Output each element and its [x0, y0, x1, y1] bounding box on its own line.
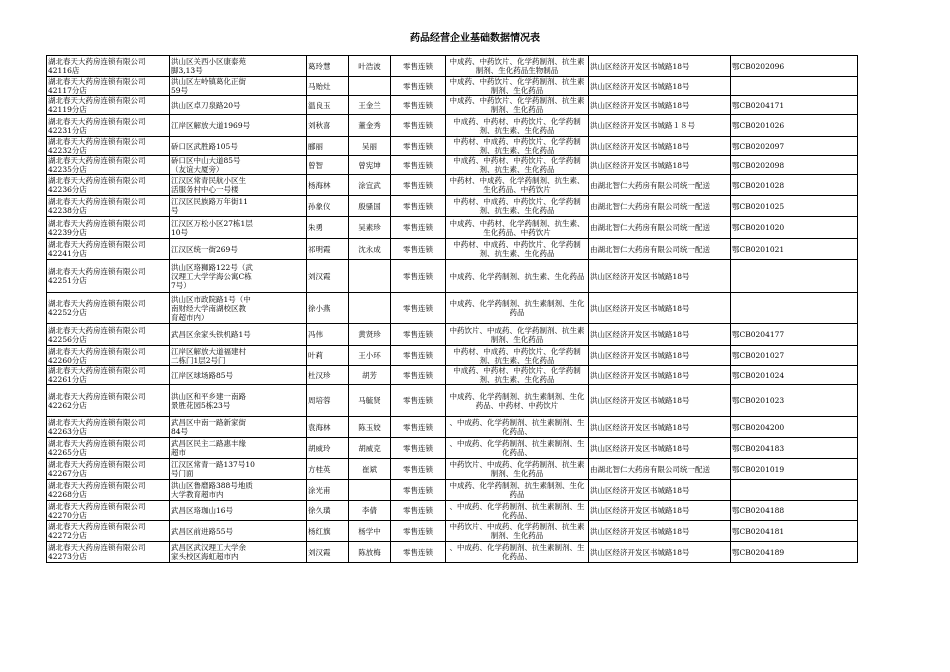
warehouse-cell: 由湖北智仁大药房有限公司统一配送 — [589, 239, 731, 260]
scope-cell: 中成药、化学药制剂、抗生素制剂、生化药品、中药材、中药饮片 — [446, 385, 589, 417]
store-name-cell: 湖北春天大药房连锁有限公司 42241分店 — [47, 239, 170, 260]
scope-cell: 、中成药、化学药制剂、抗生素制剂、生化药品、 — [446, 438, 589, 459]
legal-rep-cell: 徐久璜 — [307, 501, 349, 521]
address-cell: 江汉区常青一路137号10 号门面 — [170, 459, 307, 480]
warehouse-cell: 洪山区经济开发区书城路18号 — [589, 137, 731, 156]
manager-cell: 涂宜武 — [349, 175, 391, 196]
license-cell: 鄂CB0204188 — [731, 501, 858, 521]
address-cell: 武昌区余家头铁机路1号 — [170, 324, 307, 346]
license-cell: 鄂CB0201027 — [731, 346, 858, 366]
warehouse-cell: 由湖北智仁大药房有限公司统一配送 — [589, 217, 731, 239]
legal-rep-cell: 杜汉珍 — [307, 366, 349, 385]
manager-cell: 吴素珍 — [349, 217, 391, 239]
scope-cell: 中药材、中成药、中药饮片、化学药制剂、抗生素、生化药品 — [446, 346, 589, 366]
business-type-cell: 零售连锁 — [391, 115, 446, 137]
table-row — [47, 217, 858, 239]
license-cell: 鄂CB0202097 — [731, 137, 858, 156]
store-name-cell: 湖北春天大药房连锁有限公司 42238分店 — [47, 196, 170, 217]
license-cell: 鄂CB0204171 — [731, 96, 858, 115]
manager-cell: 陈玉姣 — [349, 417, 391, 438]
scope-cell: 中药饮片、中成药、化学药制剂、抗生素制剂、生化药品 — [446, 459, 589, 480]
address-cell: 武昌区前进路55号 — [170, 521, 307, 542]
manager-cell — [349, 480, 391, 501]
legal-rep-cell: 袁海林 — [307, 417, 349, 438]
manager-cell: 胡芳 — [349, 366, 391, 385]
scope-cell: 中成药、化学药制剂、抗生素制剂、生化药品 — [446, 480, 589, 501]
store-name-cell: 湖北春天大药房连锁有限公司 42261分店 — [47, 366, 170, 385]
manager-cell: 沈永成 — [349, 239, 391, 260]
warehouse-cell: 洪山区经济开发区书城路18号 — [589, 77, 731, 96]
address-cell: 洪山区市政院路1号（中 南财经大学南湖校区教 育超市内） — [170, 293, 307, 324]
address-cell: 洪山区鲁磨路388号地质 大学教育超市内 — [170, 480, 307, 501]
business-type-cell: 零售连锁 — [391, 417, 446, 438]
store-name-cell: 湖北春天大药房连锁有限公司 42267分店 — [47, 459, 170, 480]
business-type-cell: 零售连锁 — [391, 260, 446, 293]
warehouse-cell: 洪山区经济开发区书城路18号 — [589, 501, 731, 521]
store-name-cell: 湖北春天大药房连锁有限公司 42260分店 — [47, 346, 170, 366]
legal-rep-cell: 刘汉霞 — [307, 542, 349, 563]
address-cell: 洪山区左岭镇葛化正街 59号 — [170, 77, 307, 96]
license-cell: 鄂CB0204200 — [731, 417, 858, 438]
warehouse-cell: 洪山区经济开发区书城路18号 — [589, 293, 731, 324]
table-row — [47, 366, 858, 385]
store-name-cell: 湖北春天大药房连锁有限公司 42268分店 — [47, 480, 170, 501]
address-cell: 武昌区武汉理工大学余 家头校区海虹超市内 — [170, 542, 307, 563]
scope-cell: 中药材、中成药、中药饮片、化学药制剂、抗生素、生化药品 — [446, 196, 589, 217]
manager-cell: 黄贤珍 — [349, 324, 391, 346]
table-row — [47, 56, 858, 77]
table-row — [47, 293, 858, 324]
scope-cell: 中成药、化学药制剂、抗生素制剂、生化药品 — [446, 293, 589, 324]
warehouse-cell: 洪山区经济开发区书城路18号 — [589, 96, 731, 115]
table-row — [47, 438, 858, 459]
page-title: 药品经营企业基础数据情况表 — [410, 33, 540, 44]
table-row — [47, 385, 858, 417]
legal-rep-cell: 冯伟 — [307, 324, 349, 346]
warehouse-cell: 由湖北智仁大药房有限公司统一配送 — [589, 175, 731, 196]
legal-rep-cell: 方桂英 — [307, 459, 349, 480]
warehouse-cell: 洪山区经济开发区书城路18号 — [589, 480, 731, 501]
legal-rep-cell: 刘汉霞 — [307, 260, 349, 293]
address-cell: 硚口区武胜路105号 — [170, 137, 307, 156]
license-cell: 鄂CB0202098 — [731, 156, 858, 175]
table-row — [47, 77, 858, 96]
license-cell — [731, 480, 858, 501]
table-row — [47, 239, 858, 260]
legal-rep-cell: 涂光甫 — [307, 480, 349, 501]
license-cell: 鄂CB0204189 — [731, 542, 858, 563]
table-row — [47, 156, 858, 175]
manager-cell: 董金秀 — [349, 115, 391, 137]
table-row — [47, 96, 858, 115]
warehouse-cell: 洪山区经济开发区书城路18号 — [589, 385, 731, 417]
warehouse-cell: 由湖北智仁大药房有限公司统一配送 — [589, 459, 731, 480]
store-name-cell: 湖北春天大药房连锁有限公司 42231分店 — [47, 115, 170, 137]
table-row — [47, 480, 858, 501]
business-type-cell: 零售连锁 — [391, 459, 446, 480]
legal-rep-cell: 徐小燕 — [307, 293, 349, 324]
license-cell — [731, 77, 858, 96]
warehouse-cell: 洪山区经济开发区书城路18号 — [589, 156, 731, 175]
scope-cell: 中成药、中药材、中药饮片、化学药制剂、抗生素、生化药品 — [446, 366, 589, 385]
store-name-cell: 湖北春天大药房连锁有限公司 42252分店 — [47, 293, 170, 324]
manager-cell — [349, 77, 391, 96]
store-name-cell: 湖北春天大药房连锁有限公司 42236分店 — [47, 175, 170, 196]
business-type-cell: 零售连锁 — [391, 77, 446, 96]
address-cell: 江汉区万松小区27栋1层 10号 — [170, 217, 307, 239]
address-cell: 江岸区解放大道福建村 二栋门1层2号门 — [170, 346, 307, 366]
table-row — [47, 542, 858, 563]
warehouse-cell: 洪山区经济开发区书城路18号 — [589, 366, 731, 385]
legal-rep-cell: 杨红旗 — [307, 521, 349, 542]
license-cell: 鄂CB0204181 — [731, 521, 858, 542]
address-cell: 洪山区关西小区康泰苑 脚3,13号 — [170, 56, 307, 77]
warehouse-cell: 洪山区经济开发区书城路18号 — [589, 417, 731, 438]
business-type-cell: 零售连锁 — [391, 366, 446, 385]
table-row — [47, 196, 858, 217]
legal-rep-cell: 胡威玲 — [307, 438, 349, 459]
business-type-cell: 零售连锁 — [391, 96, 446, 115]
scope-cell: 、中成药、化学药制剂、抗生素制剂、生化药品、 — [446, 417, 589, 438]
legal-rep-cell: 叶莉 — [307, 346, 349, 366]
legal-rep-cell: 马贻灶 — [307, 77, 349, 96]
table-row — [47, 115, 858, 137]
business-type-cell: 零售连锁 — [391, 438, 446, 459]
store-name-cell: 湖北春天大药房连锁有限公司 42262分店 — [47, 385, 170, 417]
manager-cell — [349, 293, 391, 324]
scope-cell: 中药材、中成药、化学药制剂、抗生素、生化药品、中药饮片 — [446, 175, 589, 196]
legal-rep-cell: 温良玉 — [307, 96, 349, 115]
scope-cell: 中成药、中药饮片、化学药制剂、抗生素制剂、生化药品 — [446, 96, 589, 115]
license-cell: 鄂CB0201025 — [731, 196, 858, 217]
manager-cell: 殷骚国 — [349, 196, 391, 217]
legal-rep-cell: 周培蓉 — [307, 385, 349, 417]
legal-rep-cell: 郦丽 — [307, 137, 349, 156]
store-name-cell: 湖北春天大药房连锁有限公司 42256分店 — [47, 324, 170, 346]
warehouse-cell: 由湖北智仁大药房有限公司统一配送 — [589, 196, 731, 217]
manager-cell: 王金兰 — [349, 96, 391, 115]
store-name-cell: 湖北春天大药房连锁有限公司 42235分店 — [47, 156, 170, 175]
business-type-cell: 零售连锁 — [391, 521, 446, 542]
scope-cell: 中药饮片、中成药、化学药制剂、抗生素制剂、生化药品 — [446, 324, 589, 346]
manager-cell: 吴丽 — [349, 137, 391, 156]
address-cell: 江汉区统一街269号 — [170, 239, 307, 260]
table-row — [47, 417, 858, 438]
manager-cell: 李倩 — [349, 501, 391, 521]
address-cell: 洪山区和平乡建一南路 景胜花园5栋23号 — [170, 385, 307, 417]
business-type-cell: 零售连锁 — [391, 217, 446, 239]
license-cell: 鄂CB0202096 — [731, 56, 858, 77]
business-type-cell: 零售连锁 — [391, 156, 446, 175]
table-row — [47, 521, 858, 542]
business-type-cell: 零售连锁 — [391, 324, 446, 346]
store-name-cell: 湖北春天大药房连锁有限公司 42239分店 — [47, 217, 170, 239]
table-row — [47, 501, 858, 521]
table-row — [47, 324, 858, 346]
address-cell: 武昌区中南一路新家街 84号 — [170, 417, 307, 438]
business-type-cell: 零售连锁 — [391, 56, 446, 77]
manager-cell: 陈放梅 — [349, 542, 391, 563]
license-cell: 鄂CB0201020 — [731, 217, 858, 239]
manager-cell: 叶浩波 — [349, 56, 391, 77]
manager-cell — [349, 260, 391, 293]
business-type-cell: 零售连锁 — [391, 175, 446, 196]
warehouse-cell: 洪山区经济开发区书城路18号 — [589, 324, 731, 346]
store-name-cell: 湖北春天大药房连锁有限公司 42263分店 — [47, 417, 170, 438]
address-cell: 江岸区解放大道1969号 — [170, 115, 307, 137]
business-type-cell: 零售连锁 — [391, 137, 446, 156]
table-body — [47, 56, 858, 563]
scope-cell: 、中成药、化学药制剂、抗生素制剂、生化药品、 — [446, 542, 589, 563]
business-type-cell: 零售连锁 — [391, 385, 446, 417]
address-cell: 江汉区常青民航小区生 活服务村中心一号楼 — [170, 175, 307, 196]
address-cell: 武昌区珞珈山16号 — [170, 501, 307, 521]
scope-cell: 中药饮片、中成药、化学药制剂、抗生素制剂、生化药品 — [446, 521, 589, 542]
business-type-cell: 零售连锁 — [391, 293, 446, 324]
scope-cell: 、中成药、化学药制剂、抗生素制剂、生化药品、 — [446, 501, 589, 521]
store-name-cell: 湖北春天大药房连锁有限公司 42265分店 — [47, 438, 170, 459]
store-name-cell: 湖北春天大药房连锁有限公司 42116店 — [47, 56, 170, 77]
store-name-cell: 湖北春天大药房连锁有限公司 42273分店 — [47, 542, 170, 563]
warehouse-cell: 洪山区经济开发区书城路18号 — [589, 438, 731, 459]
address-cell: 洪山区卓刀泉路20号 — [170, 96, 307, 115]
license-cell: 鄂CB0201019 — [731, 459, 858, 480]
business-type-cell: 零售连锁 — [391, 346, 446, 366]
table-row — [47, 346, 858, 366]
manager-cell: 王小环 — [349, 346, 391, 366]
table-row — [47, 459, 858, 480]
manager-cell: 崔斌 — [349, 459, 391, 480]
warehouse-cell: 洪山区经济开发区书城路18号 — [589, 521, 731, 542]
address-cell: 江岸区球场路85号 — [170, 366, 307, 385]
business-type-cell: 零售连锁 — [391, 239, 446, 260]
scope-cell: 中成药、中药材、中药饮片、化学药制剂、抗生素、生化药品 — [446, 156, 589, 175]
legal-rep-cell: 朱勇 — [307, 217, 349, 239]
store-name-cell: 湖北春天大药房连锁有限公司 42272分店 — [47, 521, 170, 542]
warehouse-cell: 洪山区经济开发区书城路18号 — [589, 346, 731, 366]
legal-rep-cell: 曾智 — [307, 156, 349, 175]
store-name-cell: 湖北春天大药房连锁有限公司 42117分店 — [47, 77, 170, 96]
scope-cell: 中成药、化学药制剂、抗生素、生化药品 — [446, 260, 589, 293]
scope-cell: 中成药、中药材、中药饮片、化学药制剂、抗生素、生化药品 — [446, 115, 589, 137]
scope-cell: 中成药、中药饮片、化学药制剂、抗生素制剂、生化药品 — [446, 77, 589, 96]
address-cell: 江汉区民族路万年街11 号 — [170, 196, 307, 217]
legal-rep-cell: 杨海林 — [307, 175, 349, 196]
table-row — [47, 137, 858, 156]
license-cell: 鄂CB0201028 — [731, 175, 858, 196]
license-cell: 鄂CB0204183 — [731, 438, 858, 459]
manager-cell: 胡威克 — [349, 438, 391, 459]
manager-cell: 曾宪坤 — [349, 156, 391, 175]
scope-cell: 中药材、中成药、中药饮片、化学药制剂、抗生素、生化药品 — [446, 239, 589, 260]
business-type-cell: 零售连锁 — [391, 501, 446, 521]
legal-rep-cell: 葛玲慧 — [307, 56, 349, 77]
warehouse-cell: 洪山区经济开发区书城路１８号 — [589, 115, 731, 137]
store-name-cell: 湖北春天大药房连锁有限公司 42232分店 — [47, 137, 170, 156]
license-cell: 鄂CB0201024 — [731, 366, 858, 385]
license-cell: 鄂CB0201023 — [731, 385, 858, 417]
table-row — [47, 260, 858, 293]
warehouse-cell: 洪山区经济开发区书城路18号 — [589, 542, 731, 563]
data-table — [46, 55, 858, 563]
manager-cell: 杨学中 — [349, 521, 391, 542]
business-type-cell: 零售连锁 — [391, 480, 446, 501]
table-row — [47, 175, 858, 196]
manager-cell: 马毓贤 — [349, 385, 391, 417]
warehouse-cell: 洪山区经济开发区书城路18号 — [589, 56, 731, 77]
address-cell: 硚口区中山大道85号 （友谊大厦旁） — [170, 156, 307, 175]
legal-rep-cell: 祁明霞 — [307, 239, 349, 260]
legal-rep-cell: 刘秋喜 — [307, 115, 349, 137]
scope-cell: 中成药、中药材、化学药制剂、抗生素、生化药品、中药饮片 — [446, 217, 589, 239]
store-name-cell: 湖北春天大药房连锁有限公司 42119分店 — [47, 96, 170, 115]
license-cell: 鄂CB0201021 — [731, 239, 858, 260]
legal-rep-cell: 孙象仪 — [307, 196, 349, 217]
store-name-cell: 湖北春天大药房连锁有限公司 42251分店 — [47, 260, 170, 293]
store-name-cell: 湖北春天大药房连锁有限公司 42270分店 — [47, 501, 170, 521]
license-cell — [731, 260, 858, 293]
scope-cell: 中药材、中成药、中药饮片、化学药制剂、抗生素、生化药品 — [446, 137, 589, 156]
scope-cell: 中成药、中药饮片、化学药制剂、抗生素制剂、生化药品生物制品 — [446, 56, 589, 77]
license-cell — [731, 293, 858, 324]
address-cell: 武昌区民主二路惠丰缘 超市 — [170, 438, 307, 459]
business-type-cell: 零售连锁 — [391, 196, 446, 217]
license-cell: 鄂CB0204177 — [731, 324, 858, 346]
business-type-cell: 零售连锁 — [391, 542, 446, 563]
license-cell: 鄂CB0201026 — [731, 115, 858, 137]
address-cell: 洪山区珞狮路122号（武 汉理工大学学海公寓C栋 7号） — [170, 260, 307, 293]
warehouse-cell: 洪山区经济开发区书城路18号 — [589, 260, 731, 293]
